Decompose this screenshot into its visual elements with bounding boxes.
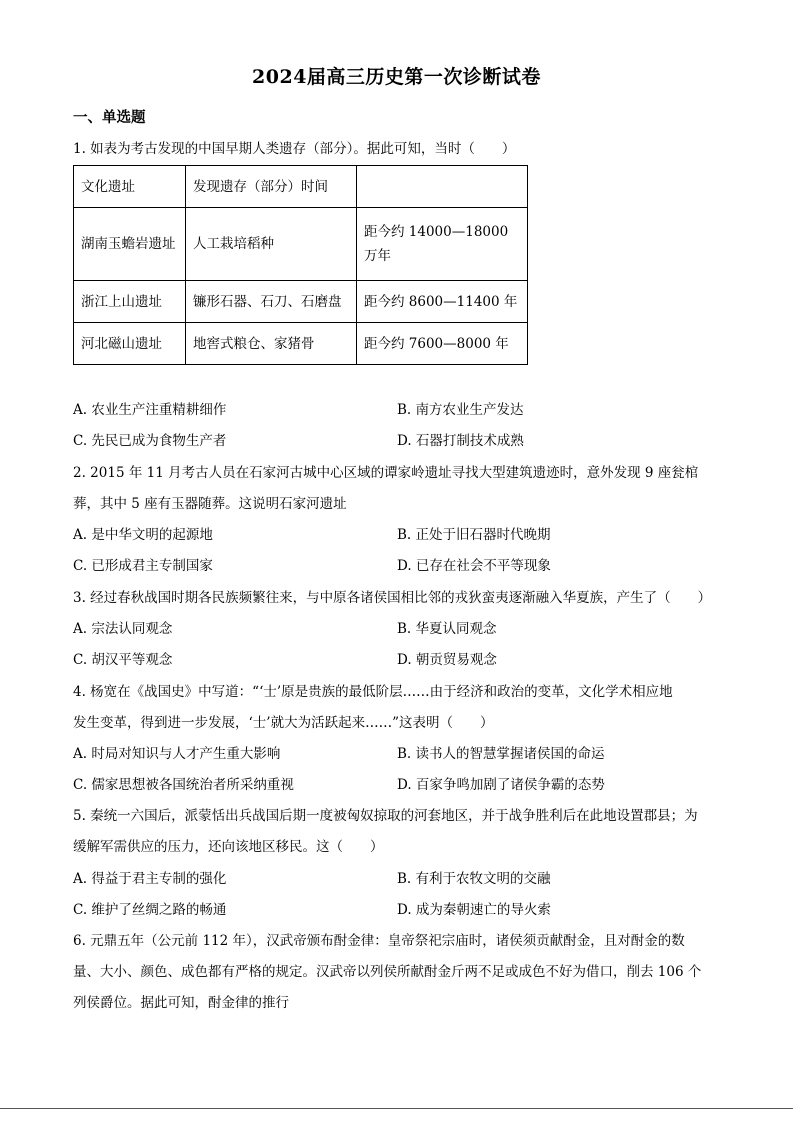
option-c[interactable]: C. 维护了丝绸之路的畅通 [73, 902, 227, 918]
table-row [74, 281, 528, 323]
table-row [74, 208, 528, 281]
table-cell: 地窖式粮仓、家猪骨 [186, 323, 357, 365]
table-header-cell: 文化遗址 [74, 166, 186, 208]
exam-title: 2024届高三历史第一次诊断试卷 [252, 66, 541, 88]
section-heading: 一、单选题 [73, 109, 146, 126]
question-6-stem: 列侯爵位。据此可知，酎金律的推行 [73, 995, 289, 1011]
table-cell: 人工栽培稻种 [186, 208, 357, 281]
table-cell: 湖南玉蟾岩遗址 [74, 208, 186, 281]
question-1-stem: 1. 如表为考古发现的中国早期人类遗存（部分）。据此可知，当时（ ） [73, 141, 516, 157]
option-d[interactable]: D. 石器打制技术成熟 [397, 433, 524, 449]
option-c[interactable]: C. 先民已成为食物生产者 [73, 433, 227, 449]
question-5-stem: 缓解军需供应的压力，还向该地区移民。这（ ） [73, 839, 384, 855]
table-cell: 距今约 7600—8000 年 [357, 323, 528, 365]
table-row [74, 323, 528, 365]
option-b[interactable]: B. 读书人的智慧掌握诸侯国的命运 [397, 746, 605, 762]
question-4-stem: 4. 杨宽在《战国史》中写道：“‘士’原是贵族的最低阶层……由于经济和政治的变革，文化学术相应地 [73, 684, 673, 700]
page-bottom-rule [0, 1108, 793, 1109]
option-b[interactable]: B. 正处于旧石器时代晚期 [397, 527, 551, 543]
relics-table [73, 165, 528, 365]
option-a[interactable]: A. 农业生产注重精耕细作 [73, 402, 227, 418]
option-a[interactable]: A. 时局对知识与人才产生重大影响 [73, 746, 281, 762]
option-d[interactable]: D. 已存在社会不平等现象 [397, 558, 551, 574]
option-b[interactable]: B. 南方农业生产发达 [397, 402, 524, 418]
question-6-stem: 6. 元鼎五年（公元前 112 年），汉武帝颁布酎金律：皇帝祭祀宗庙时，诸侯须贡献酎金，且对酎金的数 [73, 933, 685, 949]
option-c[interactable]: C. 已形成君主专制国家 [73, 558, 213, 574]
table-cell: 河北磁山遗址 [74, 323, 186, 365]
table-cell: 距今约 8600—11400 年 [357, 281, 528, 323]
question-5-stem: 5. 秦统一六国后，派蒙恬出兵战国后期一度被匈奴掠取的河套地区，并于战争胜利后在此地设置郡县；为 [73, 808, 698, 824]
option-b[interactable]: B. 有利于农牧文明的交融 [397, 871, 551, 887]
option-a[interactable]: A. 得益于君主专制的强化 [73, 871, 227, 887]
option-a[interactable]: A. 宗法认同观念 [73, 621, 173, 637]
option-c[interactable]: C. 胡汉平等观念 [73, 652, 173, 668]
table-header-cell: 发现遗存（部分）时间 [186, 166, 357, 208]
table-cell: 浙江上山遗址 [74, 281, 186, 323]
option-d[interactable]: D. 成为秦朝速亡的导火索 [397, 902, 551, 918]
option-a[interactable]: A. 是中华文明的起源地 [73, 527, 213, 543]
question-3-stem: 3. 经过春秋战国时期各民族频繁往来，与中原各诸侯国相比邻的戎狄蛮夷逐渐融入华夏族，产生了（ ） [73, 590, 712, 606]
table-header-cell [357, 166, 528, 208]
option-d[interactable]: D. 百家争鸣加剧了诸侯争霸的态势 [397, 777, 605, 793]
table-cell: 镰形石器、石刀、石磨盘 [186, 281, 357, 323]
table-cell: 距今约 14000—18000 万年 [357, 208, 528, 281]
question-4-stem: 发生变革，得到进一步发展，‘士’就大为活跃起来……”这表明（ ） [73, 715, 494, 731]
question-2-stem: 2. 2015 年 11 月考古人员在石家河古城中心区域的谭家岭遗址寻找大型建筑遗迹时，意外发现 9 座瓮棺 [73, 465, 699, 481]
question-2-stem: 葬，其中 5 座有玉器随葬。这说明石家河遗址 [73, 496, 347, 512]
option-d[interactable]: D. 朝贡贸易观念 [397, 652, 497, 668]
table-header-row [74, 166, 528, 208]
option-c[interactable]: C. 儒家思想被各国统治者所采纳重视 [73, 777, 294, 793]
option-b[interactable]: B. 华夏认同观念 [397, 621, 497, 637]
question-6-stem: 量、大小、颜色、成色都有严格的规定。汉武帝以列侯所献酎金斤两不足或成色不好为借口，削去 106 个 [73, 964, 702, 980]
